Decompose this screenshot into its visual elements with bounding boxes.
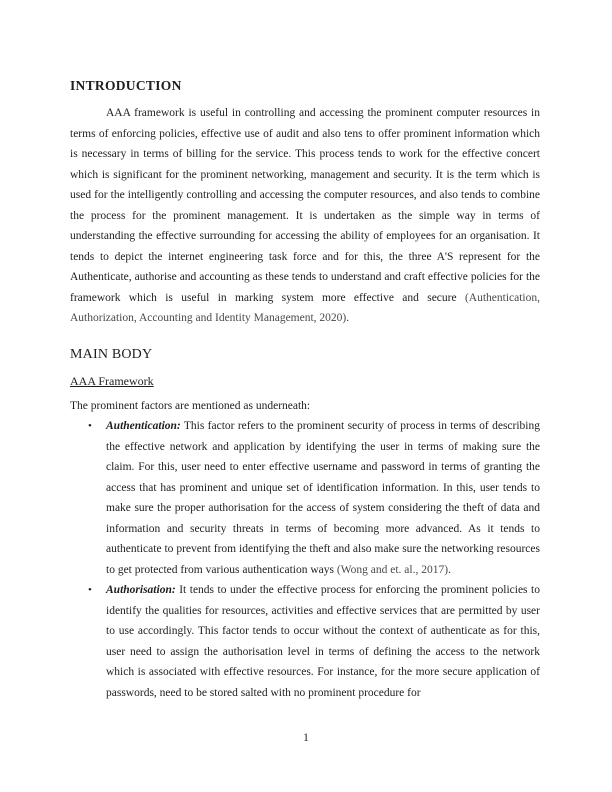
introduction-paragraph bbox=[70, 103, 540, 329]
aaa-framework-heading: AAA Framework bbox=[70, 373, 154, 388]
bullet-authorisation-label: Authorisation: bbox=[106, 584, 176, 596]
bullet-item-authorisation bbox=[70, 580, 540, 703]
introduction-paragraph-text: AAA framework is useful in controlling and accessing the prominent computer resources in terms of enforcing policies, effective use of audit and also tens to offer prominent information which is necessary in terms of billing for the service. This process tends to work for the effective concert which is significant for the prominent networking, management and security. It is the term which is used for the intelligently controlling and accessing the computer resources, and also tends to combine the process for the prominent management. It is undertaken as the simple way in terms of understanding the effective surrounding for accessing the ability of employees for an organisation. It tends to depict the internet engineering task force and for this, the three A'S represent for the Authenticate, authorise and accounting as these tends to understand and craft effective policies for the framework which is useful in marking system more effective and secure bbox=[70, 107, 540, 304]
bullet-authorisation-text: It tends to under the effective process for enforcing the prominent policies to identify the qualities for resources, activities and effective services that are permitted by user to use accordingly. This factor tends to occur without the context of authenticate as for this, user need to assign the authorisation level in terms of defining the access to the network which is associated with effective resources. For instance, for the more secure application of passwords, need to be stored salted with no prominent procedure for bbox=[106, 584, 540, 699]
factors-bullet-list bbox=[70, 416, 540, 703]
bullet-authentication-label: Authentication: bbox=[106, 420, 181, 432]
introduction-heading: INTRODUCTION bbox=[70, 78, 182, 93]
introduction-paragraph-end: . bbox=[346, 312, 350, 324]
bullet-icon: • bbox=[88, 420, 92, 432]
bullet-icon: • bbox=[88, 584, 92, 596]
page-number: 1 bbox=[303, 730, 309, 744]
introduction-citation: (Authentication, Authorization, Accounting and Identity Management, 2020) bbox=[70, 291, 540, 324]
bullet-authentication-end: . bbox=[448, 563, 451, 576]
bullet-authentication-text: This factor refers to the prominent security of process in terms of describing the effective network and application by identifying the user in terms of making sure the claim. For this, user need to enter effective username and password in terms of granting the access that has prominent and unique set of identification information. In this, user tends to make sure the proper authorisation for the access of system considering the theft of data and information and security threats in terms of becoming more advanced. As it tends to authenticate to prevent from identifying the theft and also make sure the networking resources to get protected from various authentication ways bbox=[106, 420, 540, 576]
bullet-item-authentication bbox=[70, 416, 540, 580]
main-body-heading: MAIN BODY bbox=[70, 346, 153, 362]
bullet-authentication-citation: (Wong and et. al., 2017) bbox=[336, 563, 449, 576]
section-intro-text: The prominent factors are mentioned as underneath: bbox=[70, 399, 311, 412]
